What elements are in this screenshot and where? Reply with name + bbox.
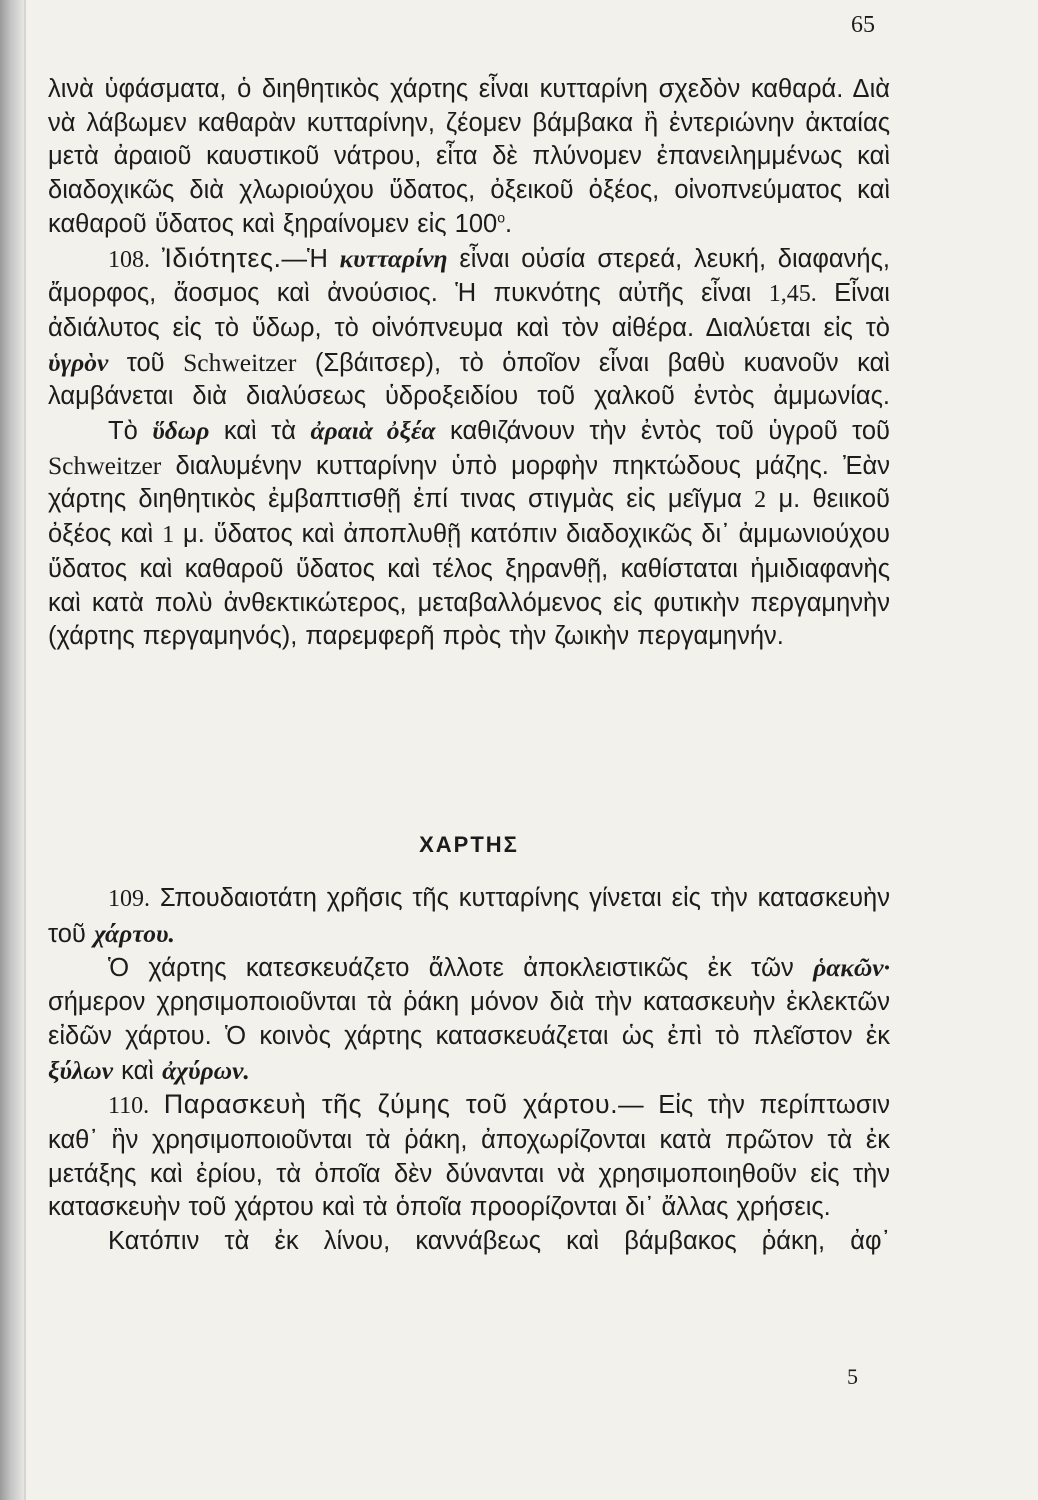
section-number-108: 108. — [108, 246, 150, 273]
section-title-properties: Ἰδιότητες. — [161, 242, 282, 273]
paragraph-intro — [48, 73, 890, 242]
intro-text: λινὰ ὑφάσματα, ὁ διηθητικὸς χάρτης εἶναι κυτταρίνη σχεδὸν καθαρά. Διὰ νὰ λάβωμεν καθαρὰν κυτταρίνην, ζέομεν βάμβακα ἢ ἐντεριώνην ἀκταίας μετὰ ἀραιοῦ καυστικοῦ νάτρου, εἶτα δὲ πλύνομεν ἐπανειλημμένως καὶ διαδοχικῶς διὰ χλωριούχου ὕδατος, ὀξεικοῦ ὀξέος, οἰνοπνεύματος καὶ καθαροῦ ὕδατος καὶ ξηραίνομεν εἰς 100 — [48, 75, 890, 238]
section-title-pulp: Παρασκευὴ τῆς ζύμης τοῦ χάρτου. — [163, 1089, 619, 1120]
name-schweitzer-2: Schweitzer — [48, 450, 162, 480]
water-text-c: καθιζάνουν τὴν ἐντὸς τοῦ ὑγροῦ τοῦ — [450, 417, 890, 446]
mix-number-2: 2 — [754, 487, 767, 514]
term-cellulose: κυτταρίνη — [339, 243, 448, 273]
mix-number-1: 1 — [162, 522, 175, 549]
last-text: Κατόπιν τὰ ἐκ λίνου, καννάβεως καὶ βάμβακος ῥάκη, ἀφ᾽ — [108, 1227, 890, 1256]
water-text-a: Τὸ — [108, 417, 138, 446]
signature-mark: 5 — [847, 1364, 858, 1389]
paragraph-last — [48, 1225, 890, 1259]
page-edge — [24, 0, 26, 1500]
degree-mark: ο — [497, 209, 505, 226]
water-text-b: καὶ τὰ — [223, 417, 296, 446]
page-number: 65 — [851, 12, 875, 38]
p108-text-d: (Σβάιτσερ), τὸ ὁποῖον εἶναι βαθὺ κυανοῦν καὶ λαμβάνεται διὰ διαλύσεως ὑδροξειδίου τοῦ χαλκοῦ ἐντὸς ἀμμωνίας. — [48, 348, 890, 411]
term-wood: ξύλων — [48, 1055, 114, 1085]
term-rags: ῥακῶν· — [813, 953, 890, 983]
p110-text: — Εἰς τὴν περίπτωσιν καθ᾽ ἣν χρησιμοποιοῦνται τὰ ῥάκη, ἀποχωρίζονται κατὰ πρῶτον τὰ ἐκ μετάξης καὶ ἐρίου, τὰ ὁποῖα δὲν δύνανται νὰ χρησιμοποιηθοῦν εἰς τὴν κατασκευὴν τοῦ χάρτου καὶ τὰ ὁποῖα προορίζονται δι᾽ ἄλλας χρήσεις. — [48, 1091, 890, 1222]
water-text-d: διαλυμένην κυτταρίνην ὑπὸ μορφὴν πηκτώδους μάζης. Ἐὰν χάρτης διηθητικὸς ἐμβαπτισθῇ ἐπί τινας στιγμὰς εἰς μεῖγμα — [48, 451, 890, 514]
term-water: ὕδωρ — [152, 416, 210, 446]
p108-dash: —Ἡ — [281, 244, 328, 273]
density-value: 1,45. — [768, 281, 817, 308]
term-straw: ἀχύρων. — [162, 1055, 250, 1085]
book-spine-shadow — [0, 0, 24, 1500]
paragraph-109 — [48, 882, 890, 951]
paragraph-rags — [48, 951, 890, 1088]
rags-text-a: Ὁ χάρτης κατεσκευάζετο ἄλλοτε ἀποκλειστικῶς ἐκ τῶν — [108, 954, 794, 983]
term-dilute-acids: ἀραιὰ ὀξέα — [310, 416, 436, 446]
section-number-109: 109. — [108, 886, 150, 912]
paragraph-water — [48, 414, 890, 654]
p109-text: Σπουδαιοτάτη χρῆσις τῆς κυτταρίνης γίνεται εἰς τὴν κατασκευὴν τοῦ — [48, 884, 890, 948]
term-paper: χάρτου. — [93, 918, 175, 948]
term-liquid: ὑγρὸν — [48, 347, 109, 377]
intro-end: . — [505, 209, 513, 238]
text-block-lower — [48, 882, 890, 1259]
name-schweitzer: Schweitzer — [183, 347, 297, 377]
water-text-e: μ. θειικοῦ ὀξέος καὶ — [48, 485, 890, 549]
text-block-upper — [48, 73, 890, 654]
p108-text-b: Εἶναι ἀδιάλυτος εἰς τὸ ὕδωρ, τὸ οἰνόπνευμα καὶ τὸν αἰθέρα. Διαλύεται εἰς τὸ — [48, 279, 890, 342]
water-text-f: μ. ὕδατος καὶ ἀποπλυθῇ κατόπιν διαδοχικῶς δι᾽ ἀμμωνιούχου ὕδατος καὶ καθαροῦ ὕδατος καὶ τέλος ξηρανθῇ, καθίσταται ἡμιδιαφανὴς καὶ κατὰ πολὺ ἀνθεκτικώτερος, μεταβαλλόμενος εἰς φυτικὴν περγαμηνὴν (χάρτης περγαμηνός), παρεμφερῆ πρὸς τὴν ζωικὴν περγαμηνήν. — [48, 520, 890, 651]
section-heading-paper: ΧΑΡΤΗΣ — [419, 832, 519, 857]
section-number-110: 110. — [108, 1093, 150, 1120]
paragraph-108 — [48, 242, 890, 415]
paragraph-110 — [48, 1088, 890, 1225]
p108-text-a: εἶναι οὐσία στερεά, λευκή, διαφανής, ἄμορφος, ἄοσμος καὶ ἀνούσιος. Ἡ πυκνότης αὐτῆς εἶναι — [48, 244, 890, 308]
rags-text-b: σήμερον χρησιμοποιοῦνται τὰ ῥάκη μόνον διὰ τὴν κατασκευὴν ἐκλεκτῶν εἰδῶν χάρτου. Ὁ κοινὸς χάρτης κατασκευάζεται ὡς ἐπὶ τὸ πλεῖστον ἐκ — [48, 988, 890, 1050]
p108-text-c: τοῦ — [126, 348, 165, 377]
rags-text-c: καὶ — [121, 1056, 154, 1085]
